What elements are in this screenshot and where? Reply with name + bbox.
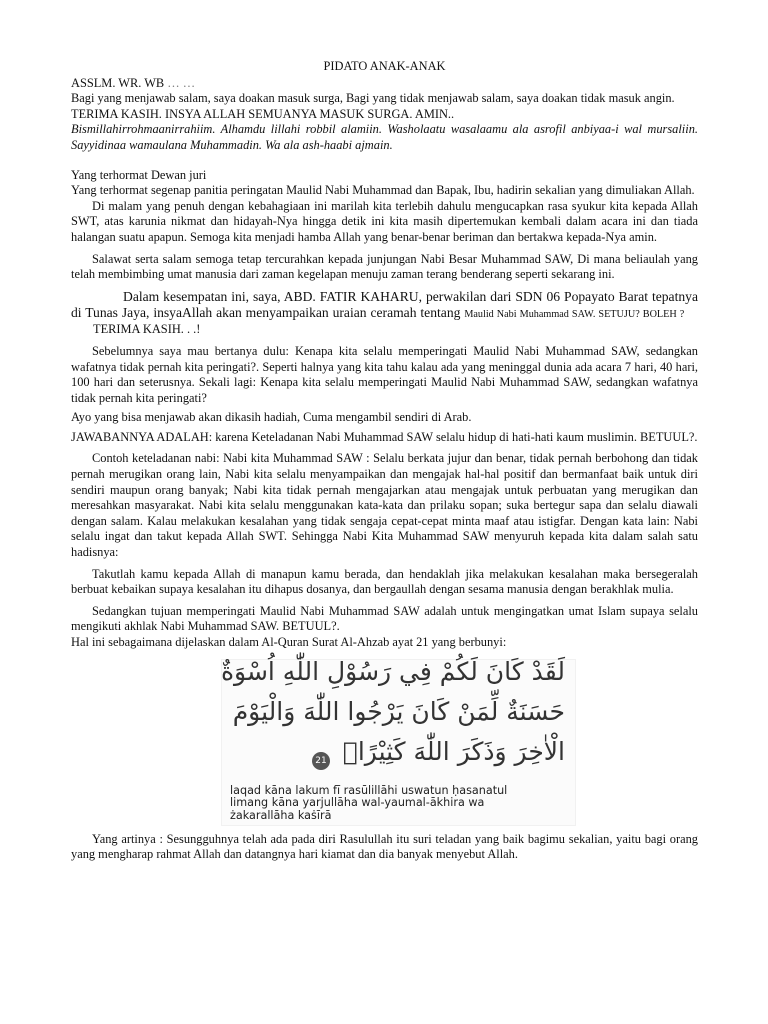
intro-topic-text: Maulid Nabi Muhammad SAW. SETUJU? BOLEH ? bbox=[464, 308, 685, 320]
ayah-number-badge: 21 bbox=[312, 752, 330, 770]
salawat-paragraph: Salawat serta salam semoga tetap tercurahkan kepada junjungan Nabi Besar Muhammad SAW, Di mana beliaulah yang telah membimbing umat manusia dari zaman kegelapan menuju zaman terang benderang seperti sekarang ini. bbox=[71, 251, 698, 282]
meaning-paragraph: Yang artinya : Sesungguhnya telah ada pada diri Rasulullah itu suri teladan yang baik bagimu sekalian, yaitu bagi orang yang mengharap rahmat Allah dan datangnya hari kiamat dan dia banyak menyebut Allah. bbox=[71, 831, 698, 862]
transliteration-line-3: żakarallāha kaṡīrā bbox=[230, 808, 332, 822]
basmalah-paragraph: Bismillahirrohmaanirrahiim. Alhamdu lillahi robbil alamiin. Washolaatu wasalaamu ala asrofil anbiyaa-i wal mursaliin. Sayyidinaa wamaulana Muhammadin. Wa ala ash-haabi ajmain. bbox=[71, 122, 698, 152]
question-paragraph: Sebelumnya saya mau bertanya dulu: Kenapa kita selalu memperingati Maulid Nabi Muhammad SAW, sedangkan wafatnya tidak pernah kita peringati?. Seperti halnya yang kita tahu kalau ada yang meninggal dunia ada acara 7 hari, 40 hari, 100 hari dan seterusnya. Sekali lagi: Kenapa kita selalu memperingati Maulid Nabi Muhammad SAW, sedangkan wafatnya tidak pernah kita peringati? bbox=[71, 343, 698, 405]
arabic-line-2: حَسَنَةٌ لِّمَنْ كَانَ يَرْجُوا اللّٰهَ وَالْيَوْمَ bbox=[232, 696, 565, 726]
transliteration-line-2: limang kāna yarjullāha wal-yaumal-ākhira wa bbox=[230, 796, 485, 810]
arabic-line-3: الْاٰخِرَ وَذَكَرَ اللّٰهَ كَثِيْرًاۗ bbox=[342, 736, 565, 766]
hadith-paragraph: Takutlah kamu kepada Allah di manapun kamu berada, dan hendaklah jika melakukan kesalahan maka bersegeralah berbuat kebaikan supaya kesalahan itu dihapus dosanya, dan bergaullah dengan sesama manusia dengan berakhlak mulia. bbox=[71, 566, 698, 597]
speech-document bbox=[71, 59, 698, 863]
intro-main-text: Dalam kesempatan ini, saya, ABD. FATIR KAHARU, perwakilan dari SDN 06 Popayato Barat tepatnya di Tunas Jaya, insyaAllah akan menyampaikan uraian ceramah tentang bbox=[71, 288, 698, 320]
intro-paragraph bbox=[71, 289, 698, 323]
prize-paragraph: Ayo yang bisa menjawab akan dikasih hadiah, Cuma mengambil sendiri di Arab. bbox=[71, 410, 472, 425]
honor-committee: Yang terhormat segenap panitia peringatan Maulid Nabi Muhammad dan Bapak, Ibu, hadirin sekalian yang dimuliakan Allah. bbox=[71, 183, 695, 198]
greeting-dots: … … bbox=[167, 75, 196, 90]
salam-joke: Bagi yang menjawab salam, saya doakan masuk surga, Bagi yang tidak menjawab salam, saya doakan tidak masuk angin. bbox=[71, 91, 675, 106]
thanks-line: TERIMA KASIH. . .! bbox=[93, 322, 201, 337]
thanks-heaven: TERIMA KASIH. INSYA ALLAH SEMUANYA MASUK SURGA. AMIN.. bbox=[71, 106, 455, 121]
greeting-text: ASSLM. WR. WB bbox=[71, 75, 165, 90]
gratitude-paragraph: Di malam yang penuh dengan kebahagiaan ini marilah kita terlebih dahulu mengucapkan rasa syukur kita kepada Allah SWT, atas karunia nikmat dan hidayah-Nya hingga detik ini kita masih dipertemukan kembali dalam acara ini dan tiada halangan suatu apapun. Semoga kita menjadi hamba Allah yang benar-benar beriman dan bertakwa kepada-Nya amin. bbox=[71, 198, 698, 244]
transliteration bbox=[230, 785, 507, 823]
purpose-paragraph: Sedangkan tujuan memperingati Maulid Nabi Muhammad SAW adalah untuk mengingatkan umat Islam supaya selalu mengikuti akhlak Nabi Muhammad SAW. BETUUL?. bbox=[71, 603, 698, 634]
greeting-line bbox=[71, 76, 698, 92]
transliteration-line-1: laqad kāna lakum fī rasūlillāhi uswatun ḥasanatul bbox=[230, 783, 508, 797]
honor-jury: Yang terhormat Dewan juri bbox=[71, 167, 207, 182]
arabic-line-1: لَقَدْ كَانَ لَكُمْ فِي رَسُوْلِ اللّٰهِ اُسْوَةٌ bbox=[220, 656, 565, 686]
quran-intro: Hal ini sebagaimana dijelaskan dalam Al-Quran Surat Al-Ahzab ayat 21 yang berbunyi: bbox=[71, 635, 507, 649]
quran-verse-image bbox=[220, 656, 576, 826]
example-paragraph: Contoh keteladanan nabi: Nabi kita Muhammad SAW : Selalu berkata jujur dan benar, tidak pernah berbohong dan tidak pernah merugikan orang lain, Nabi kita selalu menyampaikan dan mengajak hal-hal positif dan bermanfaat baik untuk diri sendiri maupun orang banyak; Nabi kita tidak pernah mengajarkan atau mengajak untuk perbuatan yang merugikan dan meresahkan masyarakat. Nabi kita selalu menggunakan kata-kata dan prilaku sopan; suka bertegur sapa dan selalu diawali dengan salam. Kalau melakukan kesalahan yang tidak sengaja cepat-cepat minta maaf atau istigfar. Dengan kata lain: Nabi selalu ingat dan takut kepada Allah SWT. Sehingga Nabi Kita Muhammad SAW menyuruh kepada kita dalam salah satu hadisnya: bbox=[71, 451, 698, 560]
document-title: PIDATO ANAK-ANAK bbox=[323, 59, 446, 73]
answer-paragraph: JAWABANNYA ADALAH: karena Keteladanan Nabi Muhammad SAW selalu hidup di hati-hati kaum muslimin. BETUUL?. bbox=[71, 429, 698, 444]
